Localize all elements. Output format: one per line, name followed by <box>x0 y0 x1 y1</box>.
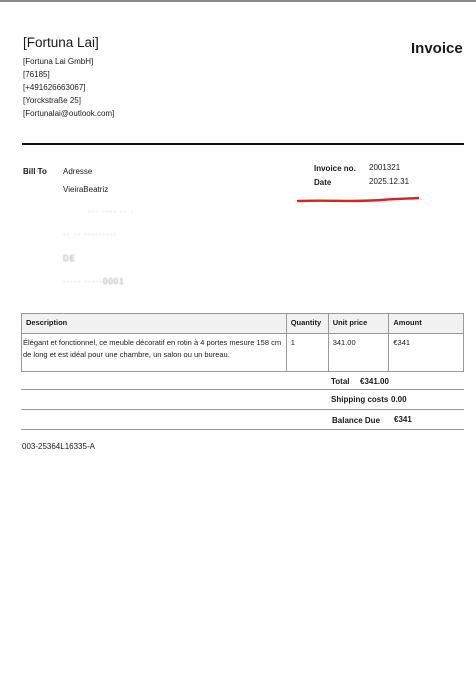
line-items-table <box>21 313 464 372</box>
table-header-row <box>22 314 464 334</box>
company-email: [Fortunalai@outlook.com] <box>23 109 115 118</box>
bill-to-redacted-line-1: ··· ···· ·· · <box>88 207 135 216</box>
item-unit-price: 341.00 <box>328 334 389 372</box>
balance-due-label: Balance Due <box>332 416 381 425</box>
item-quantity: 1 <box>286 334 328 372</box>
page-top-border <box>0 0 476 2</box>
item-amount: €341 <box>389 334 464 372</box>
shipping-costs-label: Shipping costs <box>331 395 389 404</box>
shipping-costs-value: 0.00 <box>391 395 407 404</box>
total-label: Total <box>331 377 350 386</box>
totals-divider-2 <box>21 409 464 410</box>
balance-due-value: €341 <box>394 415 412 424</box>
totals-divider-1 <box>21 389 464 390</box>
invoice-number-label: Invoice no. <box>314 164 356 173</box>
total-value: €341.00 <box>360 377 389 386</box>
bill-to-redacted-line-2: ·· ·· ········· <box>63 230 118 239</box>
bill-to-address-label: Adresse <box>63 167 93 176</box>
company-street: [Yorckstraße 25] <box>23 96 81 105</box>
company-legal-name: [Fortuna Lai GmbH] <box>23 57 94 66</box>
company-postal-code: [76185] <box>23 70 50 79</box>
bill-to-name: VieiraBeatriz <box>63 185 109 194</box>
invoice-date-value: 2025.12.31 <box>369 177 410 186</box>
column-header-unit-price: Unit price <box>328 314 389 334</box>
invoice-date-label: Date <box>314 178 332 187</box>
company-phone: [+491626663067] <box>23 83 86 92</box>
invoice-title: Invoice <box>411 40 463 57</box>
column-header-description: Description <box>22 314 287 334</box>
red-annotation-underline <box>296 196 420 206</box>
table-row <box>22 334 464 372</box>
header-divider <box>22 143 464 145</box>
bill-to-redacted-country: DE <box>63 254 77 263</box>
invoice-number-value: 2001321 <box>369 163 401 172</box>
document-reference: 003-25364L16335-A <box>22 442 95 451</box>
bill-to-label: Bill To <box>23 167 47 176</box>
company-name: [Fortuna Lai] <box>23 35 99 50</box>
bill-to-redacted-line-4: ····· ·····0001 <box>63 277 125 286</box>
column-header-amount: Amount <box>389 314 464 334</box>
item-description: Élégant et fonctionnel, ce meuble décoratif en rotin à 4 portes mesure 158 cm de long et est idéal pour une chambre, un salon ou un bureau. <box>22 334 287 372</box>
column-header-quantity: Quantity <box>286 314 328 334</box>
totals-divider-3 <box>21 429 464 430</box>
